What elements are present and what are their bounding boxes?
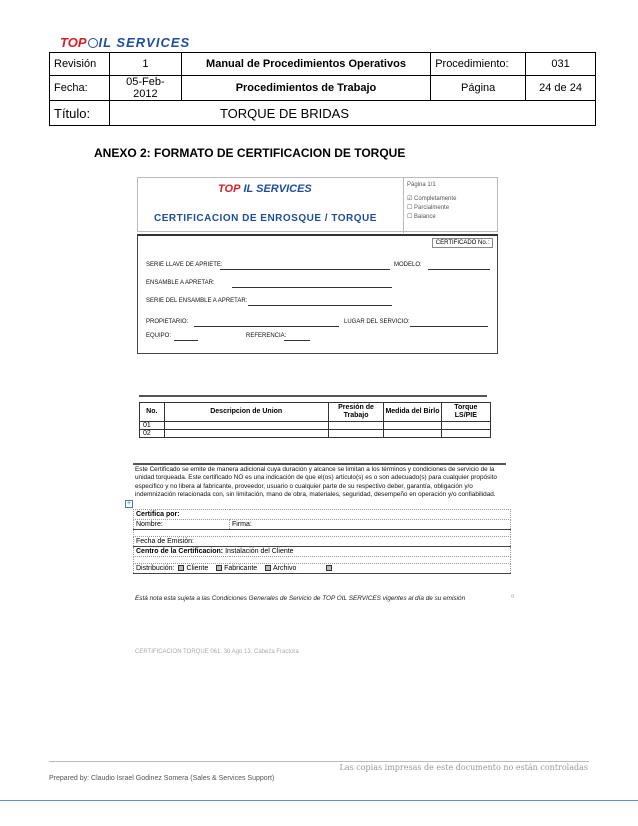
- row-presion: [328, 430, 383, 438]
- pilcrow-mark: ¤: [511, 594, 515, 600]
- option-partial: ☐ Parcialmente: [407, 205, 450, 211]
- form-page-box: [403, 178, 499, 233]
- serie-llave-label: SERIE LLAVE DE APRIETE:: [146, 262, 223, 268]
- spacer-row: [134, 557, 511, 564]
- row-descripcion: [164, 430, 328, 438]
- archivo-label: Archivo: [273, 565, 297, 572]
- equipo-line: [174, 340, 198, 341]
- fecha-emision-label: Fecha de Emisión:: [134, 537, 511, 547]
- controlled-copies-note: Las copias impresas de este documento no están controladas: [339, 763, 588, 772]
- divider-line: [139, 395, 487, 397]
- centro-value: Instalación del Cliente: [225, 548, 294, 555]
- serie-ensamble-line: [248, 305, 392, 306]
- option-balance: ☐ Balance: [407, 214, 436, 220]
- cliente-label: Cliente: [186, 565, 209, 572]
- checkbox-cliente[interactable]: [178, 565, 184, 571]
- document-header-table: [49, 52, 596, 126]
- serie-llave-line: [220, 269, 390, 270]
- row-number: 02: [140, 430, 165, 438]
- revision-label: Revisión: [50, 53, 110, 76]
- date-label: Fecha:: [50, 76, 110, 101]
- certificate-number: CERTIFICADO No.:: [432, 238, 493, 248]
- centro-row: [134, 547, 511, 557]
- page-bottom-border: [0, 800, 638, 801]
- serie-ensamble-label: SERIE DEL ENSAMBLE A APRETAR:: [146, 298, 248, 304]
- col-torque: Torque LS/PIE: [441, 403, 490, 422]
- certification-table: [133, 509, 511, 574]
- form-logo: [218, 183, 312, 195]
- col-presion: Presión de Trabajo: [328, 403, 383, 422]
- firma-label: Firma:: [230, 520, 511, 530]
- lugar-label: LUGAR DEL SERVICIO:: [344, 319, 410, 325]
- divider-line: [133, 463, 506, 465]
- checkbox-extra[interactable]: [326, 565, 332, 571]
- procedure-value: 031: [526, 53, 596, 76]
- propietario-line: [194, 326, 339, 327]
- company-logo: [60, 35, 190, 50]
- referencia-label: REFERENCIA:: [246, 333, 287, 339]
- prepared-by: Prepared by: Claudio Israel Godinez Somera (Sales & Services Support): [49, 775, 275, 782]
- logo-rest-text: IL SERVICES: [98, 35, 191, 50]
- certification-form: [137, 177, 497, 355]
- checkbox-fabricante[interactable]: [216, 565, 222, 571]
- col-descripcion: Descripcion de Union: [164, 403, 328, 422]
- equipo-label: EQUIPO:: [146, 333, 172, 339]
- row-medida: [384, 422, 441, 430]
- annex-title: ANEXO 2: FORMATO DE CERTIFICACION DE TORQUE: [94, 146, 406, 160]
- logo-top-text: TOP: [60, 35, 87, 50]
- title-label: Título:: [50, 101, 110, 126]
- procedure-label: Procedimiento:: [431, 53, 526, 76]
- oil-drop-icon: [88, 38, 98, 48]
- revision-value: 1: [109, 53, 181, 76]
- form-logo-top: TOP: [218, 183, 241, 195]
- form-title: CERTIFICACION DE ENROSQUE / TORQUE: [154, 213, 377, 224]
- row-medida: [384, 430, 441, 438]
- option-complete: ☑ Completamente: [407, 196, 457, 202]
- checkbox-archivo[interactable]: [265, 565, 271, 571]
- col-no: No.: [140, 403, 165, 422]
- expand-plus-icon[interactable]: +: [126, 500, 132, 507]
- row-descripcion: [164, 422, 328, 430]
- page-label: Página: [431, 76, 526, 101]
- row-torque: [441, 430, 490, 438]
- form-body-frame: [137, 234, 498, 354]
- subtitle: Procedimientos de Trabajo: [181, 76, 430, 101]
- italic-note: Está nota esta sujeta a las Condiciones Generales de Servicio de TOP OIL SERVICES vigentes al día de su emisión: [135, 595, 466, 602]
- referencia-line: [284, 340, 310, 341]
- row-presion: [328, 422, 383, 430]
- form-logo-rest: IL SERVICES: [243, 183, 312, 195]
- nombre-label: Nombre:: [134, 520, 230, 530]
- page-value: 24 de 24: [526, 76, 596, 101]
- torque-table: [139, 402, 491, 438]
- table-row: [140, 422, 491, 430]
- ensamble-label: ENSAMBLE A APRETAR:: [146, 280, 215, 286]
- propietario-label: PROPIETARIO:: [146, 319, 189, 325]
- date-value: 05-Feb-2012: [109, 76, 181, 101]
- col-medida: Medida del Birlo: [384, 403, 441, 422]
- distribucion-label: Distribución:: [136, 565, 175, 572]
- row-torque: [441, 422, 490, 430]
- modelo-label: MODELO:: [394, 262, 422, 268]
- spacer-row: [134, 530, 511, 537]
- certifica-por: Certifica por:: [134, 510, 511, 520]
- conditions-text: Este Certificado se emite de manera adicional cuya duración y alcance se limitan a los términos y condiciones de servicio de la unidad torqueada. Este certificado NO es una indicación de que el(os) articulo(s) es o son adecuado(s) para cualquier propósito especifico y no libera al fabricante, proveedor, usuario o cualquier parte de su respectivo deber, garantía, obligación y/o indemnización relacionada con, sin limitación, mano de obra, materiales, seguridad, desempeño en operación y/o confiabilidad.: [135, 466, 497, 498]
- fabricante-label: Fabricante: [224, 565, 258, 572]
- form-header-frame: [137, 177, 498, 232]
- table-row: [140, 430, 491, 438]
- row-number: 01: [140, 422, 165, 430]
- form-footnote: CERTIFICACION TORQUE 061. 30 Ago 13. Cabeza Fractora: [135, 649, 299, 655]
- centro-label: Centro de la Certificacion:: [136, 548, 224, 555]
- ensamble-line: [232, 287, 392, 288]
- footer-divider: [49, 761, 589, 762]
- title-value: TORQUE DE BRIDAS: [109, 101, 595, 126]
- form-page: Página 1/1: [407, 182, 436, 188]
- modelo-line: [428, 269, 490, 270]
- lugar-line: [410, 326, 488, 327]
- manual-title: Manual de Procedimientos Operativos: [181, 53, 430, 76]
- distribucion-row: [134, 564, 511, 574]
